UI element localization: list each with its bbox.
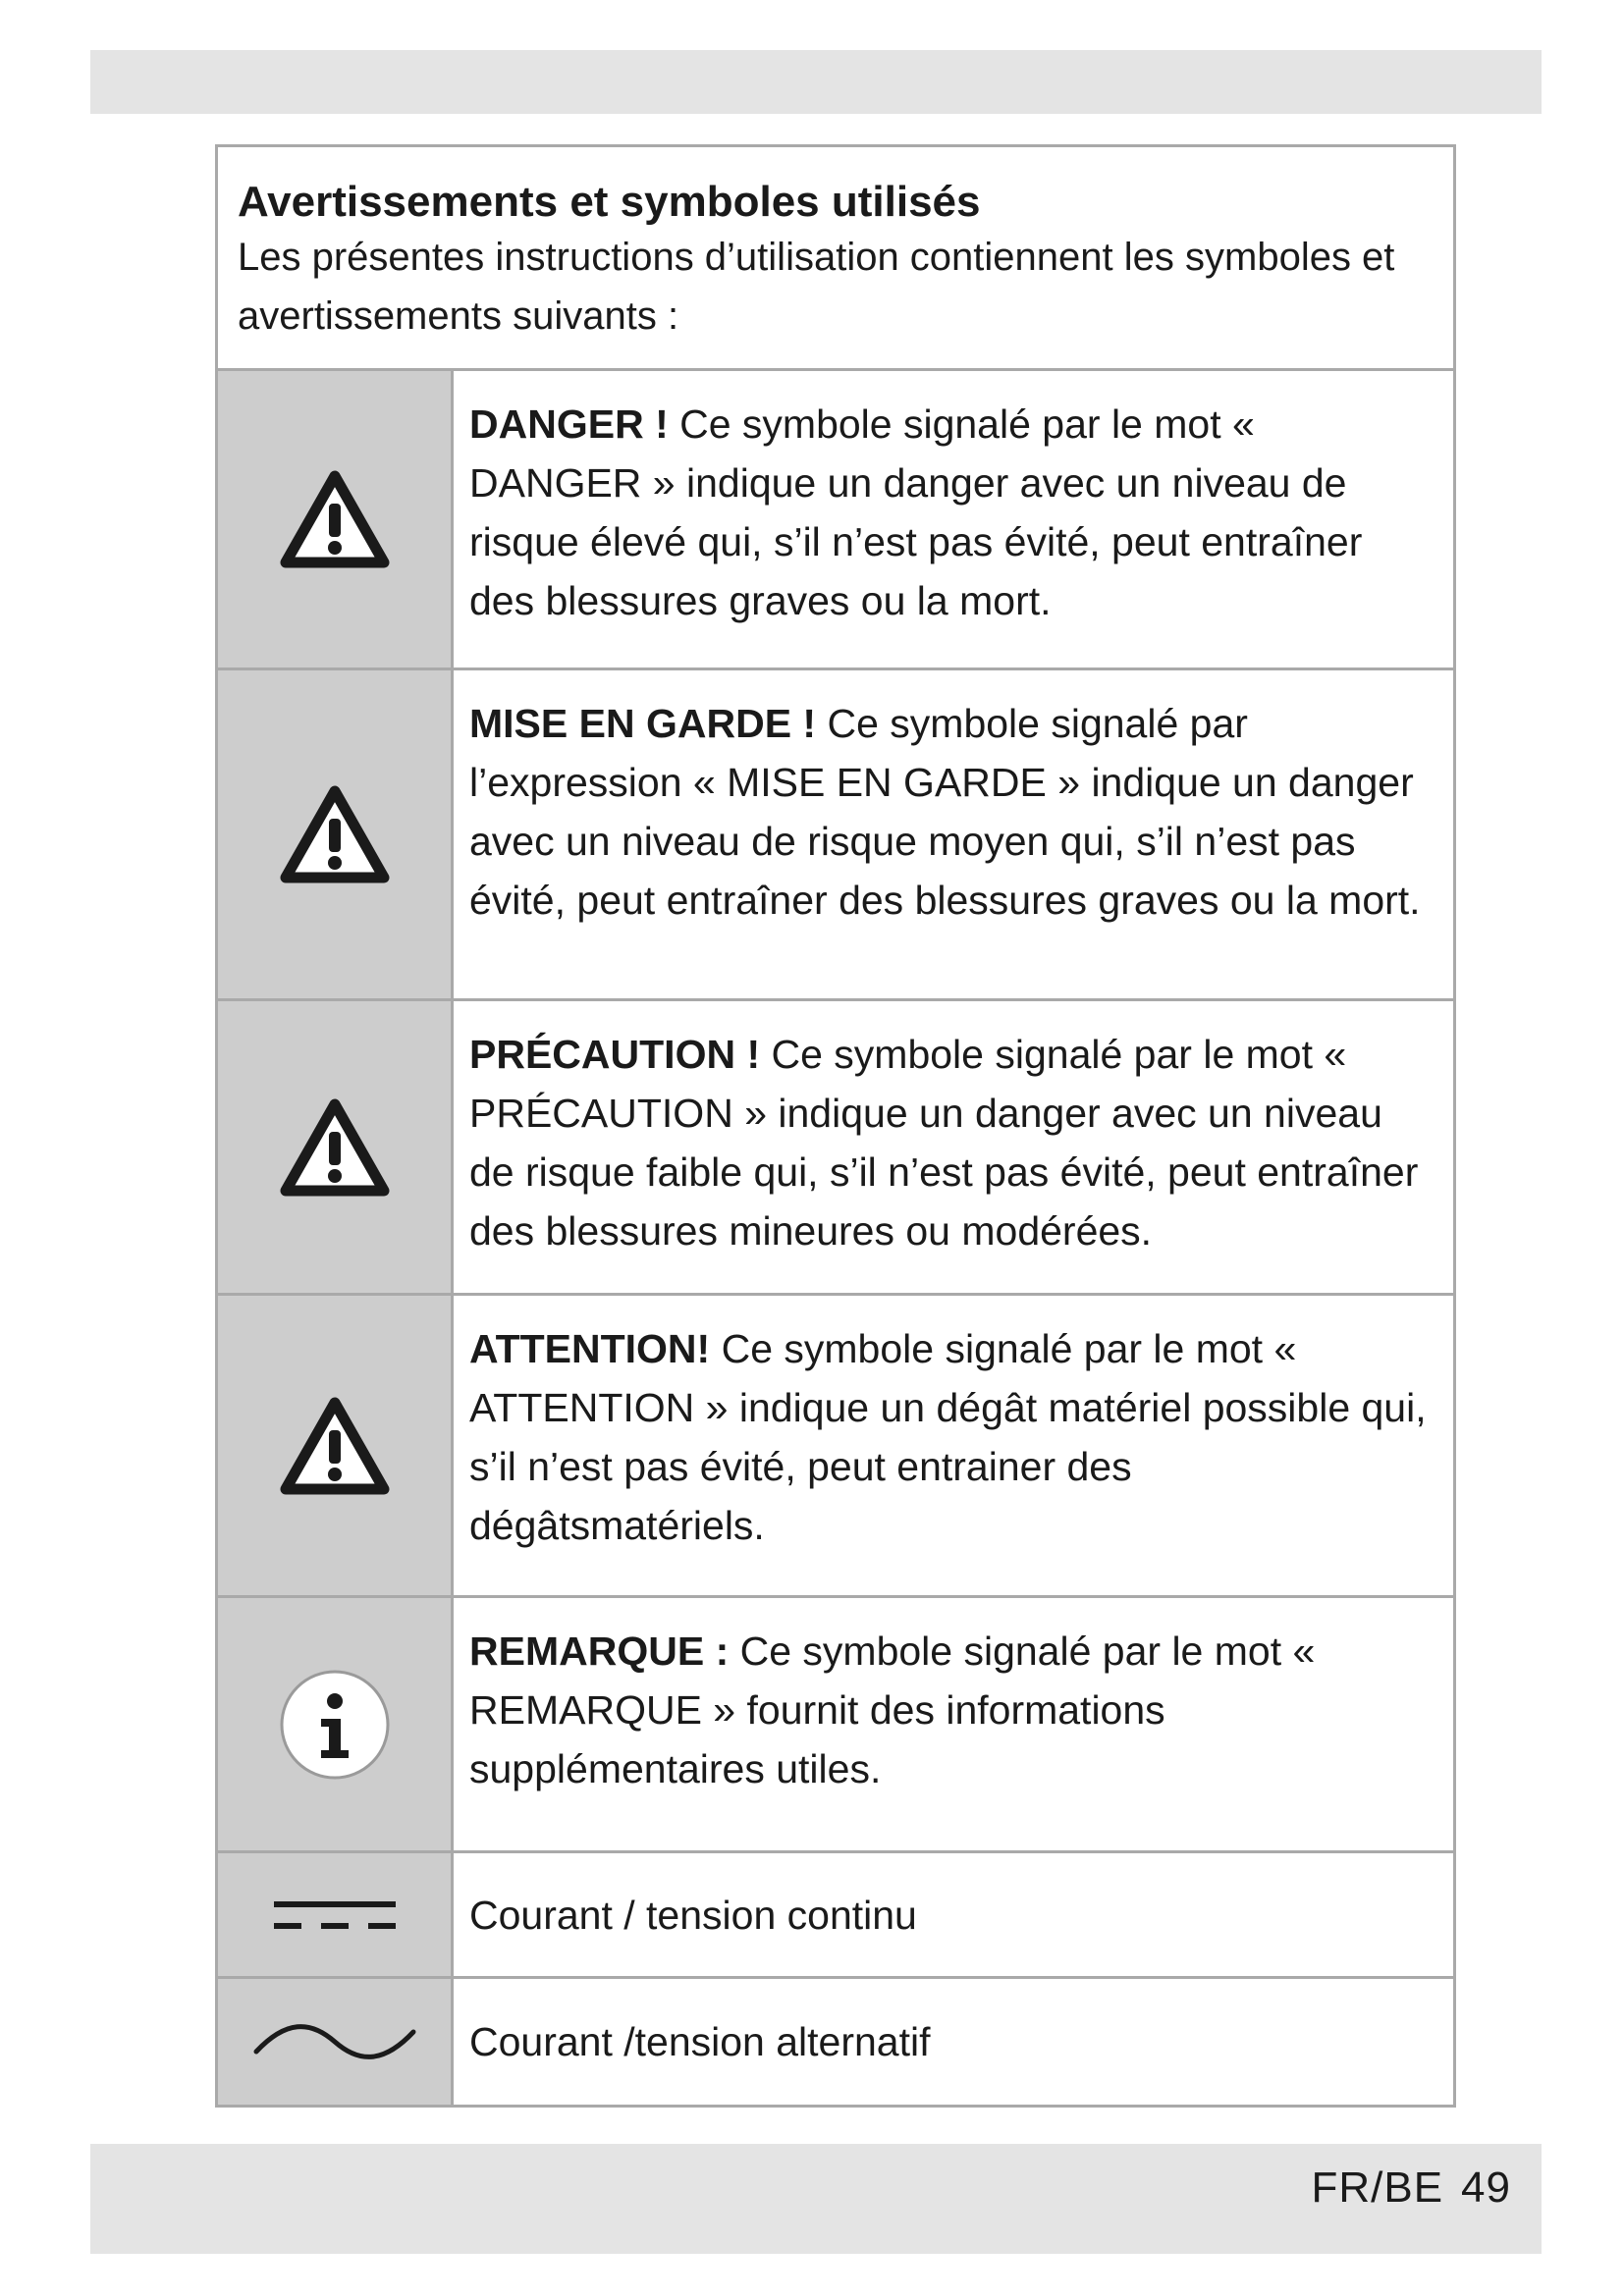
description: Ce symbole signalé par l’expression « MISE EN GARDE » indique un danger avec un niveau de risque moyen qui, s’il n’est pas évité, peut entraîner des blessures graves ou la mort. <box>469 701 1421 923</box>
row-text <box>454 1598 1453 1850</box>
row-text: Courant /tension alternatif <box>469 2019 931 2064</box>
locale-label: FR/BE <box>1311 2163 1444 2212</box>
description: Ce symbole signalé par le mot « ATTENTION » indique un dégât matériel possible qui, s’il n’est pas évité, peut entrainer des dégâtsmatériels. <box>469 1326 1427 1548</box>
intro-section <box>218 147 1453 371</box>
page-footer <box>1311 2163 1511 2213</box>
description: Ce symbole signalé par le mot « PRÉCAUTION » indique un danger avec un niveau de risque faible qui, s’il n’est pas évité, peut entraîner des blessures mineures ou modérées. <box>469 1032 1419 1254</box>
warning-triangle-icon <box>218 371 454 667</box>
row-text <box>454 1001 1453 1293</box>
warning-triangle-icon <box>218 1296 454 1595</box>
keyword: MISE EN GARDE ! <box>469 701 817 746</box>
row-text: Courant / tension continu <box>469 1892 917 1938</box>
row-remarque <box>218 1598 1453 1853</box>
warning-triangle-icon <box>218 1001 454 1293</box>
row-direct-current <box>218 1853 1453 1979</box>
row-text <box>454 371 1453 667</box>
info-icon <box>218 1598 454 1850</box>
intro-line-1: Les présentes instructions d’utilisation contiennent les symboles et <box>238 236 1395 279</box>
row-mise-en-garde <box>218 670 1453 1001</box>
intro-line-2: avertissements suivants : <box>238 294 679 338</box>
description: Ce symbole signalé par le mot « REMARQUE » fournit des informations supplémentaires utiles. <box>469 1629 1316 1791</box>
keyword: PRÉCAUTION ! <box>469 1032 761 1077</box>
header-band <box>90 50 1542 114</box>
row-alternating-current <box>218 1979 1453 2105</box>
direct-current-icon <box>218 1853 454 1976</box>
row-text <box>454 1296 1453 1595</box>
keyword: REMARQUE : <box>469 1629 730 1674</box>
alternating-current-icon <box>218 1979 454 2105</box>
section-title: Avertissements et symboles utilisés <box>238 178 981 226</box>
page-number: 49 <box>1461 2163 1511 2212</box>
keyword: ATTENTION! <box>469 1326 711 1371</box>
warning-triangle-icon <box>218 670 454 998</box>
row-danger <box>218 371 1453 670</box>
row-attention <box>218 1296 1453 1598</box>
row-text <box>454 670 1453 998</box>
symbols-table <box>215 144 1456 2108</box>
description: Ce symbole signalé par le mot « DANGER » indique un danger avec un niveau de risque élevé qui, s’il n’est pas évité, peut entraîner des blessures graves ou la mort. <box>469 401 1363 623</box>
keyword: DANGER ! <box>469 401 669 447</box>
row-precaution <box>218 1001 1453 1296</box>
